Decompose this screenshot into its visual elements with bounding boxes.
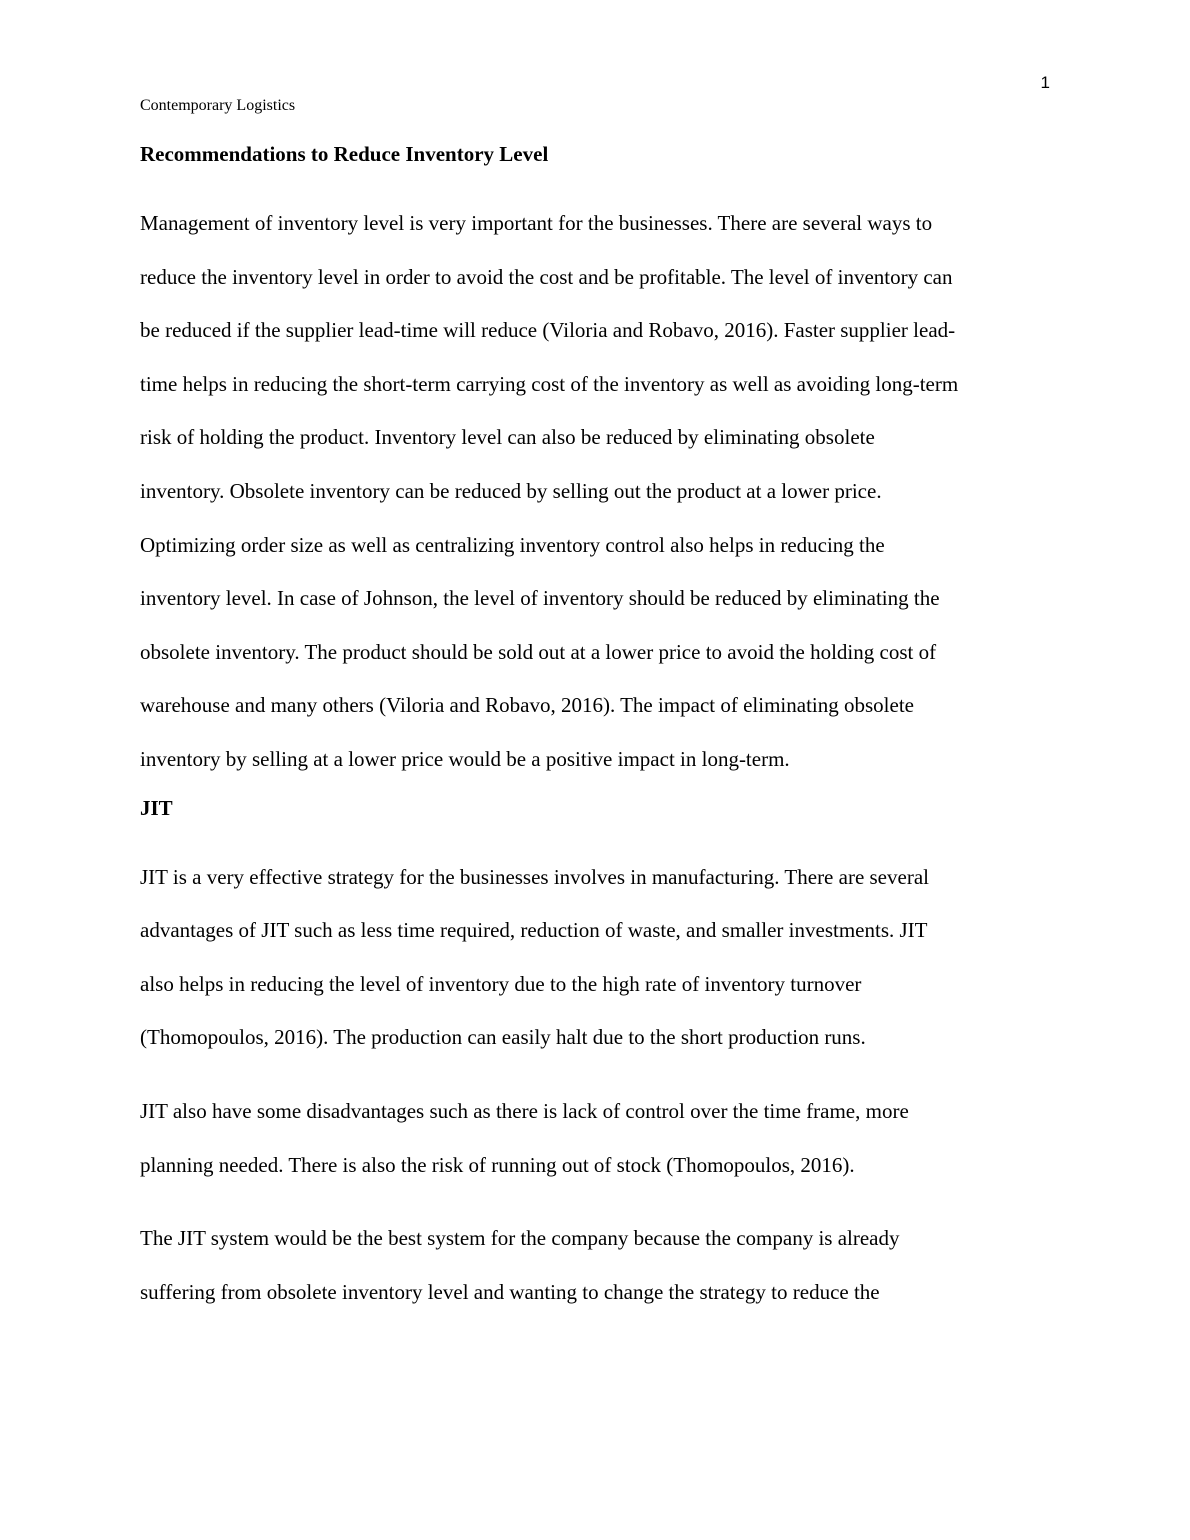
text-line: also helps in reducing the level of inventory due to the high rate of inventory turnover bbox=[140, 971, 862, 996]
text-line: JIT is a very effective strategy for the businesses involves in manufacturing. There are several bbox=[140, 864, 929, 889]
text-line: Optimizing order size as well as centralizing inventory control also helps in reducing the bbox=[140, 532, 885, 557]
page-number: 1 bbox=[1040, 73, 1050, 92]
paragraph-jit-disadvantages bbox=[140, 1085, 1052, 1192]
text-line: The JIT system would be the best system for the company because the company is already bbox=[140, 1226, 900, 1251]
paragraph-jit-conclusion bbox=[140, 1212, 1052, 1319]
text-line: inventory level. In case of Johnson, the level of inventory should be reduced by eliminating the bbox=[140, 586, 940, 611]
text-line: risk of holding the product. Inventory level can also be reduced by eliminating obsolete bbox=[140, 425, 875, 450]
text-line: inventory. Obsolete inventory can be reduced by selling out the product at a lower price. bbox=[140, 478, 882, 503]
text-line: JIT also have some disadvantages such as there is lack of control over the time frame, more bbox=[140, 1098, 909, 1123]
text-line: warehouse and many others (Viloria and Robavo, 2016). The impact of eliminating obsolete bbox=[140, 693, 914, 718]
text-line: (Thomopoulos, 2016). The production can easily halt due to the short production runs. bbox=[140, 1025, 866, 1050]
text-line: suffering from obsolete inventory level and wanting to change the strategy to reduce the bbox=[140, 1279, 880, 1304]
paragraph-inventory-management bbox=[140, 197, 1052, 787]
text-line: time helps in reducing the short-term carrying cost of the inventory as well as avoiding long-term bbox=[140, 371, 959, 396]
section-heading-recommendations: Recommendations to Reduce Inventory Level bbox=[140, 142, 549, 166]
text-line: be reduced if the supplier lead-time will reduce (Viloria and Robavo, 2016). Faster supplier lead- bbox=[140, 318, 956, 343]
document-body bbox=[140, 139, 1052, 1319]
text-line: inventory by selling at a lower price would be a positive impact in long-term. bbox=[140, 746, 790, 771]
text-line: advantages of JIT such as less time required, reduction of waste, and smaller investments. JIT bbox=[140, 918, 928, 943]
text-line: reduce the inventory level in order to avoid the cost and be profitable. The level of inventory can bbox=[140, 264, 953, 289]
running-head: Contemporary Logistics bbox=[140, 97, 296, 114]
text-line: Management of inventory level is very important for the businesses. There are several ways to bbox=[140, 211, 933, 235]
text-line: planning needed. There is also the risk of running out of stock (Thomopoulos, 2016). bbox=[140, 1152, 855, 1177]
text-line: obsolete inventory. The product should be sold out at a lower price to avoid the holding cost of bbox=[140, 639, 937, 664]
paragraph-jit-advantages bbox=[140, 851, 1052, 1065]
section-heading-jit: JIT bbox=[140, 795, 173, 820]
